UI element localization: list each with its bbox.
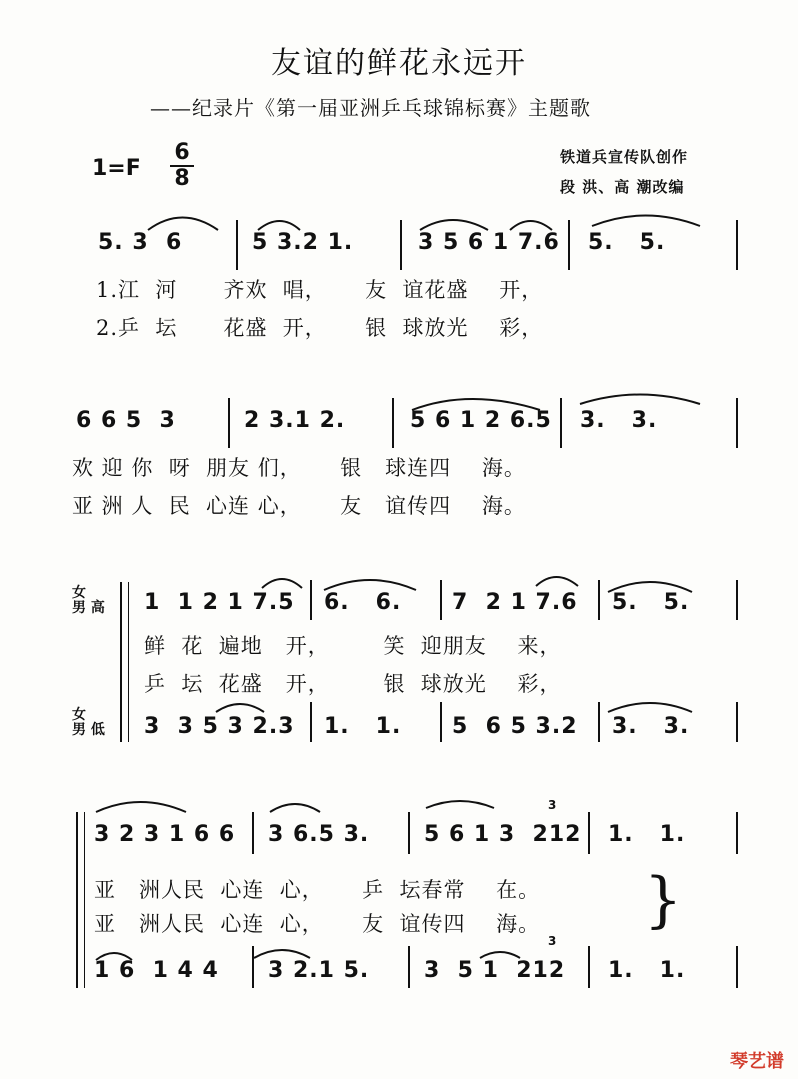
voice-label-high: 女 男 高: [72, 585, 105, 616]
system-bracket: [84, 812, 85, 988]
measure-16-lower: 1. 1.: [608, 958, 686, 983]
barline: [588, 946, 590, 988]
barline: [588, 812, 590, 854]
key-signature: 1=F: [92, 156, 141, 181]
song-title: 友谊的鲜花永远开: [271, 46, 527, 81]
measure-3-notes: 3 5 6 1 7.6: [418, 230, 560, 255]
measure-11-upper: 7 2 1 7.6: [452, 590, 578, 615]
barline: [252, 812, 254, 854]
measure-14-lower: 3 2.1 5.: [268, 958, 370, 983]
triplet-mark: 3: [548, 934, 557, 948]
measure-6-notes: 2 3.1 2.: [244, 408, 346, 433]
measure-16-upper: 1. 1.: [608, 822, 686, 847]
barline: [736, 702, 738, 742]
lyric-verse-1: 亚 洲人民 心连 心， 乒 坛春常 在。: [94, 878, 541, 902]
voice-label-low: 女 男 低: [72, 707, 105, 738]
barline: [400, 220, 402, 270]
barline: [228, 398, 230, 448]
barline: [408, 812, 410, 854]
barline: [440, 580, 442, 620]
barline: [598, 702, 600, 742]
measure-10-upper: 6. 6.: [324, 590, 402, 615]
barline: [736, 946, 738, 988]
system-bracket: [76, 812, 78, 988]
measure-13-upper: 3 2 3 1 6 6: [94, 822, 236, 847]
measure-8-notes: 3. 3.: [580, 408, 658, 433]
barline: [598, 580, 600, 620]
measure-12-lower: 3. 3.: [612, 714, 690, 739]
lyric-verse-1: 欢 迎 你 呀 朋友 们， 银 球连四 海。: [72, 456, 526, 480]
system-bracket: [128, 582, 129, 742]
measure-9-upper: 1 1 2 1 7.5: [144, 590, 295, 615]
barline: [236, 220, 238, 270]
measure-15-upper: 5 6 1 3 212: [424, 822, 582, 847]
lyric-verse-2: 亚 洲 人 民 心连 心， 友 谊传四 海。: [72, 494, 526, 518]
measure-10-lower: 1. 1.: [324, 714, 402, 739]
barline: [560, 398, 562, 448]
measure-1-notes: 5. 3 6: [98, 230, 183, 255]
measure-13-lower: 1 6 1 4 4: [94, 958, 219, 983]
credit-line-2: 段 洪、高 潮改编: [560, 178, 685, 196]
barline: [736, 398, 738, 448]
lyric-verse-1: 鲜 花 遍地 开， 笑 迎朋友 来，: [144, 634, 562, 658]
lyric-brace: }: [644, 865, 683, 935]
watermark-logo: 琴艺谱: [730, 1051, 784, 1072]
barline: [252, 946, 254, 988]
barline: [310, 580, 312, 620]
lyric-verse-1: 1.江 河 齐欢 唱， 友 谊花盛 开，: [96, 278, 544, 302]
measure-12-upper: 5. 5.: [612, 590, 690, 615]
barline: [568, 220, 570, 270]
barline: [736, 580, 738, 620]
measure-9-lower: 3 3 5 3 2.3: [144, 714, 295, 739]
system-bracket: [120, 582, 122, 742]
measure-11-lower: 5 6 5 3.2: [452, 714, 578, 739]
measure-5-notes: 6 6 5 3: [76, 408, 176, 433]
measure-14-upper: 3 6.5 3.: [268, 822, 370, 847]
barline: [736, 812, 738, 854]
measure-7-notes: 5 6 1 2 6.5: [410, 408, 552, 433]
lyric-verse-2: 乒 坛 花盛 开， 银 球放光 彩，: [144, 672, 562, 696]
measure-4-notes: 5. 5.: [588, 230, 666, 255]
measure-15-lower: 3 5 1 212: [424, 958, 566, 983]
barline: [736, 220, 738, 270]
measure-2-notes: 5 3.2 1.: [252, 230, 354, 255]
lyric-verse-2: 亚 洲人民 心连 心， 友 谊传四 海。: [94, 912, 541, 936]
song-subtitle: ——纪录片《第一届亚洲乒乓球锦标赛》主题歌: [150, 96, 591, 120]
barline: [310, 702, 312, 742]
barline: [440, 702, 442, 742]
barline: [408, 946, 410, 988]
barline: [392, 398, 394, 448]
time-signature-bottom: 8: [174, 166, 190, 191]
lyric-verse-2: 2.乒 坛 花盛 开， 银 球放光 彩，: [96, 316, 544, 340]
time-signature-top: 6: [174, 140, 190, 165]
credit-line-1: 铁道兵宣传队创作: [560, 148, 689, 166]
triplet-mark: 3: [548, 798, 557, 812]
